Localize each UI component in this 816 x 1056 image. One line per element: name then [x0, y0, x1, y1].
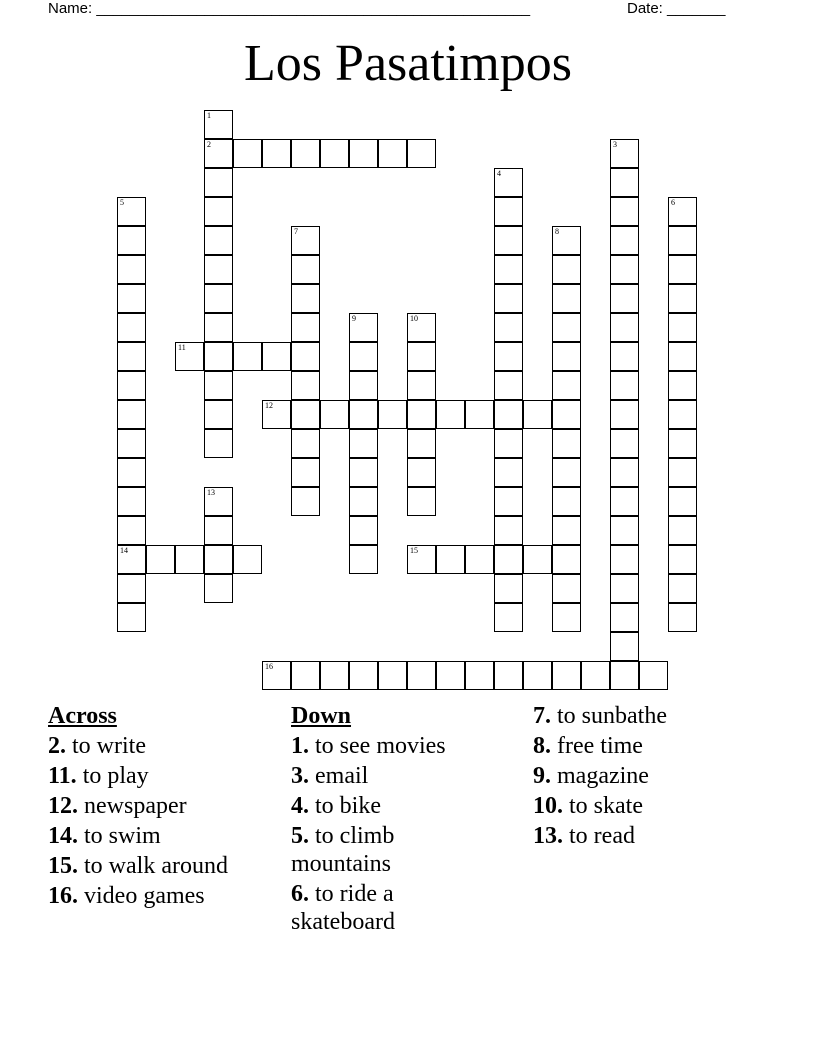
- grid-cell[interactable]: [407, 545, 436, 574]
- grid-cell[interactable]: [204, 313, 233, 342]
- grid-cell[interactable]: [291, 139, 320, 168]
- grid-cell[interactable]: [610, 255, 639, 284]
- grid-cell[interactable]: [117, 574, 146, 603]
- grid-cell[interactable]: [552, 400, 581, 429]
- grid-cell[interactable]: [349, 342, 378, 371]
- clue-number: 5: [120, 198, 124, 207]
- grid-cell[interactable]: [610, 313, 639, 342]
- grid-cell[interactable]: [117, 516, 146, 545]
- clue-item-text: to see movies: [309, 733, 446, 759]
- grid-cell[interactable]: [407, 429, 436, 458]
- grid-cell[interactable]: [117, 313, 146, 342]
- name-field[interactable]: Name: ____________________________________________________: [48, 0, 531, 17]
- grid-cell[interactable]: [407, 313, 436, 342]
- grid-cell[interactable]: [610, 516, 639, 545]
- grid-cell[interactable]: [610, 661, 639, 690]
- grid-cell[interactable]: [291, 255, 320, 284]
- grid-cell[interactable]: [668, 603, 697, 632]
- clue-item-number: 15.: [48, 853, 78, 879]
- clue-item-text: to read: [563, 823, 635, 849]
- clue-number: 11: [178, 343, 186, 352]
- grid-cell[interactable]: [494, 168, 523, 197]
- clue-item: [533, 702, 738, 730]
- clue-number: 6: [671, 198, 675, 207]
- grid-cell[interactable]: [639, 661, 668, 690]
- down-clues-continued: [533, 702, 738, 852]
- grid-cell[interactable]: [552, 545, 581, 574]
- grid-cell[interactable]: [204, 545, 233, 574]
- clue-item-number: 5.: [291, 823, 309, 849]
- grid-cell[interactable]: [204, 429, 233, 458]
- grid-cell[interactable]: [465, 661, 494, 690]
- grid-cell[interactable]: [117, 429, 146, 458]
- grid-cell[interactable]: [494, 661, 523, 690]
- grid-cell[interactable]: [610, 226, 639, 255]
- grid-cell[interactable]: [117, 226, 146, 255]
- page-title: Los Pasatimpos: [244, 35, 572, 92]
- grid-cell[interactable]: [668, 313, 697, 342]
- clue-item: [48, 792, 253, 820]
- grid-cell[interactable]: [668, 487, 697, 516]
- clue-item-text: to sunbathe: [551, 703, 667, 729]
- grid-cell[interactable]: [668, 516, 697, 545]
- clue-item-text: to ride a skateboard: [291, 881, 395, 935]
- clue-item-number: 7.: [533, 703, 551, 729]
- clue-item-number: 1.: [291, 733, 309, 759]
- grid-cell[interactable]: [494, 197, 523, 226]
- grid-cell[interactable]: [610, 284, 639, 313]
- grid-cell[interactable]: [610, 458, 639, 487]
- grid-cell[interactable]: [291, 342, 320, 371]
- clue-item: [48, 882, 253, 910]
- grid-cell[interactable]: [465, 545, 494, 574]
- grid-cell[interactable]: [494, 342, 523, 371]
- clue-item: [291, 822, 496, 878]
- grid-cell[interactable]: [610, 400, 639, 429]
- grid-cell[interactable]: [552, 574, 581, 603]
- grid-cell[interactable]: [668, 197, 697, 226]
- grid-cell[interactable]: [233, 342, 262, 371]
- clue-number: 15: [410, 546, 418, 555]
- grid-cell[interactable]: [291, 313, 320, 342]
- grid-cell[interactable]: [117, 255, 146, 284]
- grid-cell[interactable]: [494, 284, 523, 313]
- clue-item-number: 10.: [533, 793, 563, 819]
- grid-cell[interactable]: [581, 661, 610, 690]
- grid-cell[interactable]: [262, 400, 291, 429]
- grid-cell[interactable]: [523, 661, 552, 690]
- grid-cell[interactable]: [117, 458, 146, 487]
- across-heading: Across: [48, 703, 117, 729]
- grid-cell[interactable]: [552, 458, 581, 487]
- grid-cell[interactable]: [117, 603, 146, 632]
- clue-item: [48, 732, 253, 760]
- grid-cell[interactable]: [291, 371, 320, 400]
- grid-cell[interactable]: [552, 284, 581, 313]
- grid-cell[interactable]: [494, 371, 523, 400]
- grid-cell[interactable]: [494, 487, 523, 516]
- across-clues: [48, 702, 253, 912]
- grid-cell[interactable]: [668, 226, 697, 255]
- grid-cell[interactable]: [378, 400, 407, 429]
- grid-cell[interactable]: [349, 458, 378, 487]
- grid-cell[interactable]: [349, 139, 378, 168]
- grid-cell[interactable]: [610, 603, 639, 632]
- grid-cell[interactable]: [204, 168, 233, 197]
- grid-cell[interactable]: [320, 661, 349, 690]
- grid-cell[interactable]: [204, 342, 233, 371]
- grid-cell[interactable]: [494, 255, 523, 284]
- grid-cell[interactable]: [494, 400, 523, 429]
- grid-cell[interactable]: [117, 487, 146, 516]
- clue-item-text: newspaper: [78, 793, 187, 819]
- grid-cell[interactable]: [407, 458, 436, 487]
- grid-cell[interactable]: [320, 139, 349, 168]
- clue-item-text: video games: [78, 883, 205, 909]
- grid-cell[interactable]: [204, 139, 233, 168]
- grid-cell[interactable]: [494, 574, 523, 603]
- clue-number: 14: [120, 546, 128, 555]
- grid-cell[interactable]: [668, 284, 697, 313]
- grid-cell[interactable]: [291, 458, 320, 487]
- clue-number: 12: [265, 401, 273, 410]
- grid-cell[interactable]: [465, 400, 494, 429]
- grid-cell[interactable]: [610, 139, 639, 168]
- grid-cell[interactable]: [494, 429, 523, 458]
- grid-cell[interactable]: [610, 197, 639, 226]
- grid-cell[interactable]: [175, 342, 204, 371]
- clue-item: [48, 822, 253, 850]
- grid-cell[interactable]: [610, 545, 639, 574]
- grid-cell[interactable]: [204, 197, 233, 226]
- grid-cell[interactable]: [117, 371, 146, 400]
- clue-item-text: to swim: [78, 823, 161, 849]
- clue-item-text: to climb mountains: [291, 823, 395, 877]
- grid-cell[interactable]: [117, 197, 146, 226]
- grid-cell[interactable]: [436, 400, 465, 429]
- grid-cell[interactable]: [668, 342, 697, 371]
- grid-cell[interactable]: [262, 661, 291, 690]
- clue-item-text: to bike: [309, 793, 381, 819]
- clue-item: [291, 762, 496, 790]
- grid-cell[interactable]: [407, 661, 436, 690]
- clue-number: 4: [497, 169, 501, 178]
- grid-cell[interactable]: [552, 429, 581, 458]
- grid-cell[interactable]: [610, 632, 639, 661]
- clue-item-number: 13.: [533, 823, 563, 849]
- grid-cell[interactable]: [117, 545, 146, 574]
- grid-cell[interactable]: [436, 545, 465, 574]
- clue-number: 16: [265, 662, 273, 671]
- date-field[interactable]: Date: _______: [627, 0, 726, 17]
- grid-cell[interactable]: [407, 371, 436, 400]
- grid-cell[interactable]: [668, 400, 697, 429]
- grid-cell[interactable]: [349, 487, 378, 516]
- clue-item: [533, 792, 738, 820]
- grid-cell[interactable]: [262, 342, 291, 371]
- clue-item-number: 12.: [48, 793, 78, 819]
- grid-cell[interactable]: [552, 226, 581, 255]
- grid-cell[interactable]: [378, 139, 407, 168]
- clue-item-text: magazine: [551, 763, 649, 789]
- grid-cell[interactable]: [117, 342, 146, 371]
- grid-cell[interactable]: [291, 400, 320, 429]
- clue-item: [48, 762, 253, 790]
- grid-cell[interactable]: [668, 429, 697, 458]
- grid-cell[interactable]: [320, 400, 349, 429]
- grid-cell[interactable]: [494, 603, 523, 632]
- clue-number: 3: [613, 140, 617, 149]
- grid-cell[interactable]: [349, 371, 378, 400]
- grid-cell[interactable]: [175, 545, 204, 574]
- grid-cell[interactable]: [668, 255, 697, 284]
- grid-cell[interactable]: [233, 545, 262, 574]
- clue-item: [533, 822, 738, 850]
- grid-cell[interactable]: [262, 139, 291, 168]
- clue-number: 10: [410, 314, 418, 323]
- grid-cell[interactable]: [523, 400, 552, 429]
- grid-cell[interactable]: [494, 516, 523, 545]
- grid-cell[interactable]: [204, 400, 233, 429]
- grid-cell[interactable]: [610, 371, 639, 400]
- grid-cell[interactable]: [349, 545, 378, 574]
- grid-cell[interactable]: [610, 342, 639, 371]
- grid-cell[interactable]: [610, 429, 639, 458]
- clue-number: 1: [207, 111, 211, 120]
- clue-number: 2: [207, 140, 211, 149]
- grid-cell[interactable]: [204, 516, 233, 545]
- clue-item-text: email: [309, 763, 369, 789]
- clue-item: [533, 762, 738, 790]
- clue-item-text: to write: [66, 733, 146, 759]
- clue-number: 7: [294, 227, 298, 236]
- grid-cell[interactable]: [610, 487, 639, 516]
- down-clues: [291, 702, 496, 938]
- grid-cell[interactable]: [204, 284, 233, 313]
- grid-cell[interactable]: [523, 545, 552, 574]
- clue-item-number: 2.: [48, 733, 66, 759]
- grid-cell[interactable]: [668, 574, 697, 603]
- grid-cell[interactable]: [552, 603, 581, 632]
- grid-cell[interactable]: [668, 458, 697, 487]
- clue-item-number: 16.: [48, 883, 78, 909]
- down-heading: Down: [291, 703, 352, 729]
- grid-cell[interactable]: [668, 545, 697, 574]
- clue-item-text: to skate: [563, 793, 643, 819]
- clue-item: [48, 852, 253, 880]
- clue-number: 9: [352, 314, 356, 323]
- grid-cell[interactable]: [494, 313, 523, 342]
- grid-cell[interactable]: [610, 574, 639, 603]
- clue-item-number: 8.: [533, 733, 551, 759]
- clue-item-number: 9.: [533, 763, 551, 789]
- grid-cell[interactable]: [552, 255, 581, 284]
- grid-cell[interactable]: [204, 226, 233, 255]
- clue-item: [291, 880, 496, 936]
- grid-cell[interactable]: [407, 342, 436, 371]
- clue-item-number: 3.: [291, 763, 309, 789]
- clue-item-text: free time: [551, 733, 643, 759]
- grid-cell[interactable]: [291, 284, 320, 313]
- grid-cell[interactable]: [349, 516, 378, 545]
- clue-item-text: to play: [76, 763, 149, 789]
- grid-cell[interactable]: [117, 284, 146, 313]
- clue-number: 13: [207, 488, 215, 497]
- grid-cell[interactable]: [349, 400, 378, 429]
- grid-cell[interactable]: [407, 139, 436, 168]
- grid-cell[interactable]: [117, 400, 146, 429]
- grid-cell[interactable]: [552, 371, 581, 400]
- grid-cell[interactable]: [204, 487, 233, 516]
- grid-cell[interactable]: [552, 516, 581, 545]
- grid-cell[interactable]: [436, 661, 465, 690]
- clue-item-text: to walk around: [78, 853, 228, 879]
- grid-cell[interactable]: [610, 168, 639, 197]
- grid-cell[interactable]: [291, 226, 320, 255]
- clue-item-number: 14.: [48, 823, 78, 849]
- grid-cell[interactable]: [146, 545, 175, 574]
- grid-cell[interactable]: [291, 487, 320, 516]
- clue-item: [291, 732, 496, 760]
- grid-cell[interactable]: [349, 661, 378, 690]
- clue-item-number: 11.: [48, 763, 77, 789]
- clue-number: 8: [555, 227, 559, 236]
- grid-cell[interactable]: [552, 487, 581, 516]
- grid-cell[interactable]: [204, 255, 233, 284]
- grid-cell[interactable]: [552, 661, 581, 690]
- grid-cell[interactable]: [349, 313, 378, 342]
- clue-item-number: 6.: [291, 881, 309, 907]
- grid-cell[interactable]: [291, 429, 320, 458]
- grid-cell[interactable]: [204, 371, 233, 400]
- grid-cell[interactable]: [233, 139, 262, 168]
- grid-cell[interactable]: [378, 661, 407, 690]
- grid-cell[interactable]: [494, 545, 523, 574]
- grid-cell[interactable]: [204, 110, 233, 139]
- grid-cell[interactable]: [349, 429, 378, 458]
- grid-cell[interactable]: [552, 313, 581, 342]
- grid-cell[interactable]: [668, 371, 697, 400]
- grid-cell[interactable]: [291, 661, 320, 690]
- grid-cell[interactable]: [204, 574, 233, 603]
- clue-item: [291, 792, 496, 820]
- grid-cell[interactable]: [494, 226, 523, 255]
- grid-cell[interactable]: [494, 458, 523, 487]
- clue-item-number: 4.: [291, 793, 309, 819]
- grid-cell[interactable]: [552, 342, 581, 371]
- clue-item: [533, 732, 738, 760]
- grid-cell[interactable]: [407, 487, 436, 516]
- grid-cell[interactable]: [407, 400, 436, 429]
